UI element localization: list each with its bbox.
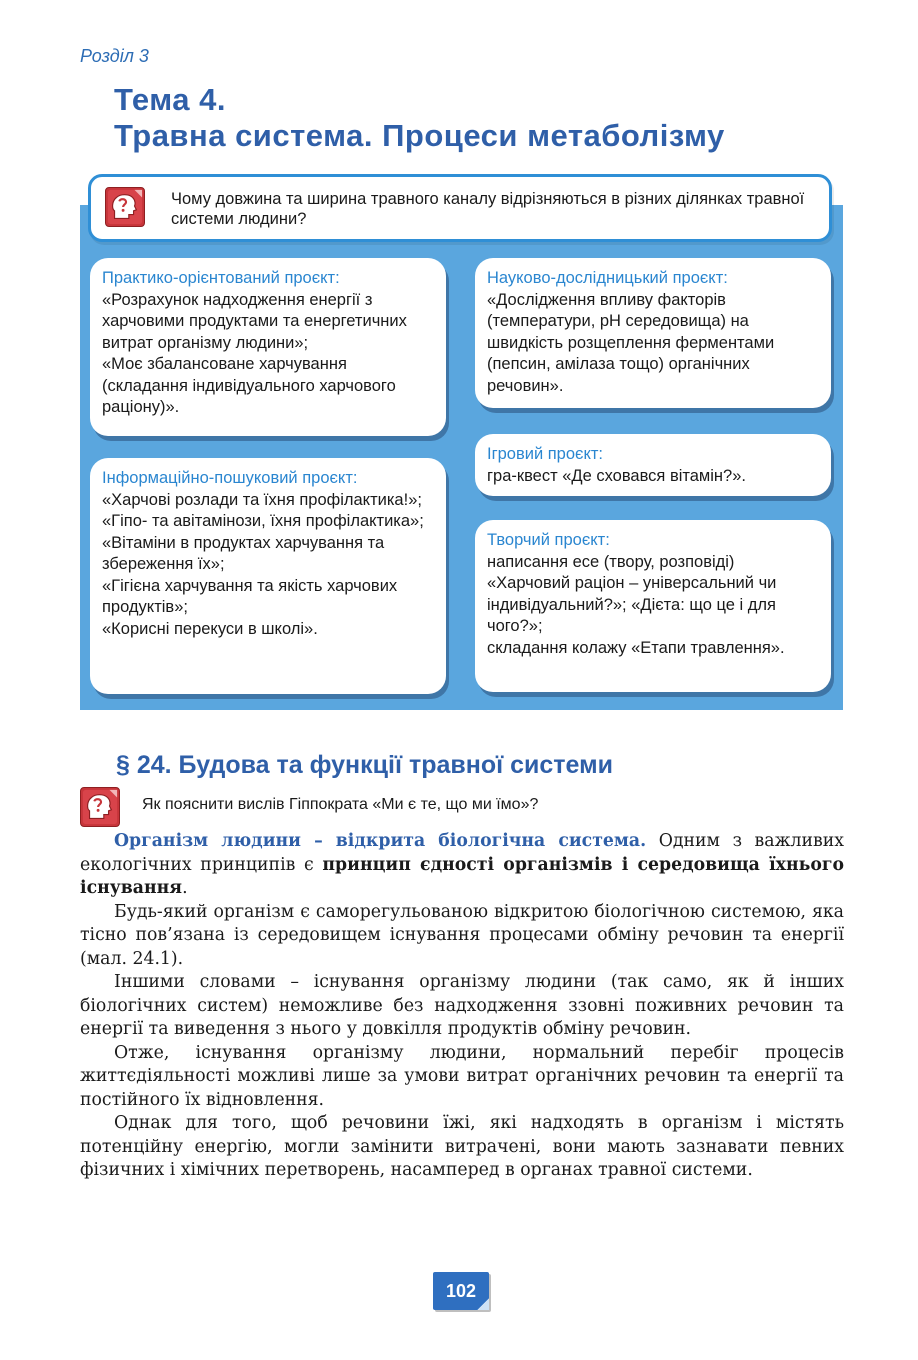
topic-title-line2: Травна система. Процеси метаболізму <box>114 118 725 153</box>
project-body: «Розрахунок надходження енергії з харчовими продуктами та енергетичних витрат організму людини»; «Моє збалансоване харчування (складання індивідуального харчового раціону)». <box>102 290 407 416</box>
body-paragraph: Отже, існування організму людини, нормальний перебіг процесів життєдіяльності можливі лише за умови витрат органічних речовин та енергії та постійного їх відновлення. <box>80 1042 844 1110</box>
page-number-text: 102 <box>445 1280 477 1301</box>
project-card-creative <box>475 520 831 692</box>
project-title: Науково-дослідницький проєкт: <box>487 269 728 287</box>
project-title: Інформаційно-пошуковий проєкт: <box>102 469 358 487</box>
page-fold-corner <box>477 1298 489 1310</box>
paragraph-heading: § 24. Будова та функції травної системи <box>116 751 613 779</box>
intro-question-text: Чому довжина та ширина травного каналу відрізняються в різних ділянках травної системи людини? <box>171 190 805 228</box>
intro-question-box <box>88 174 832 242</box>
project-card-practical <box>90 258 446 436</box>
body-paragraph: Однак для того, щоб речовини їжі, які надходять в організм і містять потенційну енергію, могли замінити витрачені, вони мають зазнавати певних фізичних і хімічних перетворень, насамперед в органах травної системи. <box>80 1113 844 1180</box>
body-span: . <box>182 878 188 898</box>
project-card-info <box>90 458 446 694</box>
body-span: Одним з важливих екологічних принципів є <box>80 831 844 875</box>
project-card-research <box>475 258 831 408</box>
topic-title <box>114 82 725 154</box>
topic-title-line1: Тема 4. <box>114 82 226 117</box>
page-number <box>433 1272 489 1310</box>
project-title: Ігровий проєкт: <box>487 445 603 463</box>
thinking-head-icon <box>80 787 120 827</box>
project-body: «Дослідження впливу факторів (температури, pH середовища) на швидкість розщеплення ферментами (пепсин, амілаза тощо) органічних речовин». <box>487 290 775 395</box>
body-paragraph: Будь-який організм є саморегульованою відкритою біологічною системою, яка тісно пов’язана із середовищем існування процесами обміну речовин та енергії (мал. 24.1). <box>80 901 844 969</box>
section-label: Розділ 3 <box>80 46 149 66</box>
project-card-game <box>475 434 831 496</box>
thinking-head-icon <box>105 187 145 227</box>
body-paragraph: Іншими словами – існування організму людини (так само, як й інших біологічних систем) неможливе без надходження ззовні поживних речовин та енергії та виведення з нього у довкілля продуктів обміну речовин. <box>80 972 844 1039</box>
project-body: гра-квест «Де сховався вітамін?». <box>487 466 746 485</box>
project-body: написання есе (твору, розповіді) «Харчовий раціон – універсальний чи індивідуальний?»; «Дієта: що це і для чого?»; складання колажу «Етапи травлення». <box>487 552 785 657</box>
project-title: Творчий проєкт: <box>487 531 610 549</box>
paragraph-question: Як пояснити вислів Гіппократа «Ми є те, що ми їмо»? <box>142 796 539 813</box>
body-paragraph <box>80 830 844 901</box>
project-body: «Харчові розлади та їхня профілактика!»; «Гіпо- та авітамінози, їхня профілактика»; «Вітаміни в продуктах харчування та збереження їх»; «Гігієна харчування та якість харчових продуктів»; «Корисні перекуси в школі». <box>102 490 424 638</box>
body-text <box>80 830 844 1183</box>
project-title: Практико-орієнтований проєкт: <box>102 269 340 287</box>
bold-phrase: принцип єдності організмів і середовища їхнього існування <box>80 854 844 898</box>
lead-phrase: Організм людини – відкрита біологічна система. <box>114 831 647 851</box>
